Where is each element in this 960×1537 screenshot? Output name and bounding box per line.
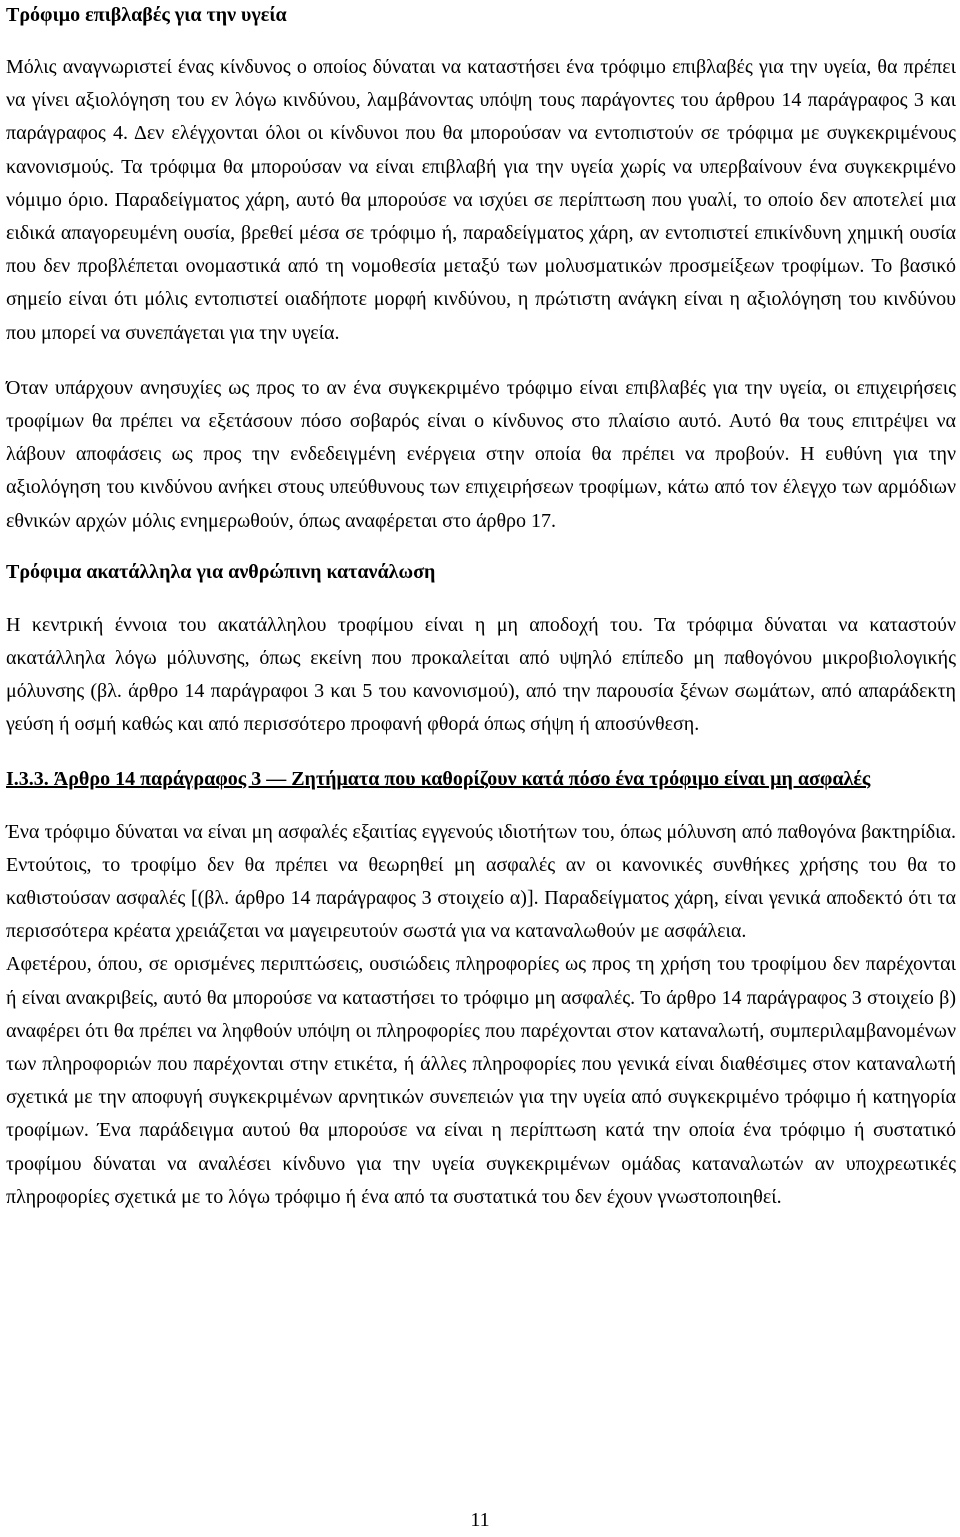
- paragraph-inherent-properties: Ένα τρόφιμο δύναται να είναι μη ασφαλές εξαιτίας εγγενούς ιδιοτήτων του, όπως μόλυνση από παθογόνα βακτηρίδια. Εντούτοις, το τροφίμο δεν θα πρέπει να θεωρηθεί μη ασφαλές αν οι κανονικές συνθήκες χρήσης του θα το καθιστούσαν ασφαλές [(βλ. άρθρο 14 παράγραφος 3 στοιχείο α)]. Παραδείγματος χάρη, είναι γενικά αποδεκτό ότι τα περισσότερα κρέατα χρειάζεται να μαγειρευτούν σωστά για να καταναλωθούν με ασφάλεια.: [6, 820, 956, 943]
- section-heading-unfit-food: Τρόφιμα ακατάλληλα για ανθρώπινη κατανάλωση: [6, 560, 436, 583]
- page-number: 11: [470, 1509, 490, 1531]
- paragraph-unfit-concept: Η κεντρική έννοια του ακατάλληλου τροφίμου είναι η μη αποδοχή του. Τα τρόφιμα δύναται να καταστούν ακατάλληλα λόγω μόλυνσης, όπως εκείνη που προκαλείται από υψηλό επίπεδο μη παθογόνου μικροβιολογικής μόλυνσης (βλ. άρθρο 14 παράγραφοι 3 και 5 του κανονισμού), από την παρουσία ξένων σωμάτων, από απαράδεκτη γεύση ή οσμή καθώς και από περισσότερο προφανή φθορά όπως σήψη ή αποσύνθεση.: [6, 613, 956, 736]
- paragraph-consumer-information: Αφετέρου, όπου, σε ορισμένες περιπτώσεις, ουσιώδεις πληροφορίες ως προς τη χρήση του τροφίμου δεν παρέχονται ή είναι ανακριβείς, αυτό θα μπορούσε να καταστήσει το τρόφιμο μη ασφαλές. Το άρθρο 14 παράγραφος 3 στοιχείο β) αναφέρει ότι θα πρέπει να ληφθούν υπόψη οι πληροφορίες που παρέχονται στον καταναλωτή, συμπεριλαμβανομένων των πληροφοριών που παρέχονται στην ετικέτα, ή άλλες πληροφορίες που γενικά είναι διαθέσιμες στον καταναλωτή σχετικά με την αποφυγή συγκεκριμένων αρνητικών συνεπειών για την υγεία από συγκεκριμένο τρόφιμο ή κατηγορία τροφίμων. Ένα παράδειγμα αυτού θα μπορούσε να είναι η περίπτωση κατά την οποία ένα τρόφιμο ή συστατικό τροφίμου δύναται να αναλέσει κίνδυνο για την υγεία συγκεκριμένων ομάδας καταναλωτών αν υποχρεωτικές πληροφορίες σχετικά με το λόγω τρόφιμο ή ένα από τα συστατικά του δεν έχουν γνωστοποιηθεί.: [6, 953, 956, 1208]
- paragraph-hazard-assessment: Μόλις αναγνωριστεί ένας κίνδυνος ο οποίος δύναται να καταστήσει ένα τρόφιμο επιβλαβές για την υγεία, θα πρέπει να γίνει αξιολόγηση του εν λόγω κινδύνου, λαμβάνοντας υπόψη τους παράγοντες του άρθρου 14 παράγραφος 3 και παράγραφος 4. Δεν ελέγχονται όλοι οι κίνδυνοι που θα μπορούσαν να εντοπιστούν σε τρόφιμα με συγκεκριμένους κανονισμούς. Τα τρόφιμα θα μπορούσαν να είναι επιβλαβή για την υγεία χωρίς να υπερβαίνουν ένα συγκεκριμένο νόμιμο όριο. Παραδείγματος χάρη, αυτό θα μπορούσε να ισχύει σε περίπτωση που γυαλί, το οποίο δεν αποτελεί μια ειδικά απαγορευμένη ουσία, βρεθεί μέσα σε τρόφιμο ή, παραδείγματος χάρη, αν εντοπιστεί επικίνδυνη χημική ουσία που δεν προβλέπεται ονομαστικά από τη νομοθεσία μεταξύ των μολυσματικών προσμείξεων τροφίμων. Το βασικό σημείο είναι ότι μόλις εντοπιστεί οιαδήποτε μορφή κινδύνου, η πρώτιστη ανάγκη είναι η αξιολόγηση του κινδύνου που μπορεί να συνεπάγεται για την υγεία.: [6, 56, 956, 344]
- section-heading-harmful-food: Τρόφιμο επιβλαβές για την υγεία: [6, 4, 287, 26]
- section-heading-article-14-3: [6, 762, 956, 796]
- section-heading-article-14-3-text: I.3.3. Άρθρο 14 παράγραφος 3 — Ζητήματα που καθορίζουν κατά πόσο ένα τρόφιμο είναι μη ασφαλές: [6, 767, 871, 790]
- paragraph-business-concerns: Όταν υπάρχουν ανησυχίες ως προς το αν ένα συγκεκριμένο τρόφιμο είναι επιβλαβές για την υγεία, οι επιχειρήσεις τροφίμων θα πρέπει να εξετάσουν πόσο σοβαρός είναι ο κίνδυνος στο πλαίσιο αυτό. Αυτό θα τους επιτρέψει να λάβουν αποφάσεις ως προς την ενδεδειγμένη ενέργεια στην οποία θα πρέπει να προβούν. Η ευθύνη για την αξιολόγηση του κινδύνου ανήκει στους υπεύθυνους των επιχειρήσεων τροφίμων, κάτω από τον έλεγχο των αρμόδιων εθνικών αρχών μόλις ενημερωθούν, όπως αναφέρεται στο άρθρο 17.: [6, 376, 956, 532]
